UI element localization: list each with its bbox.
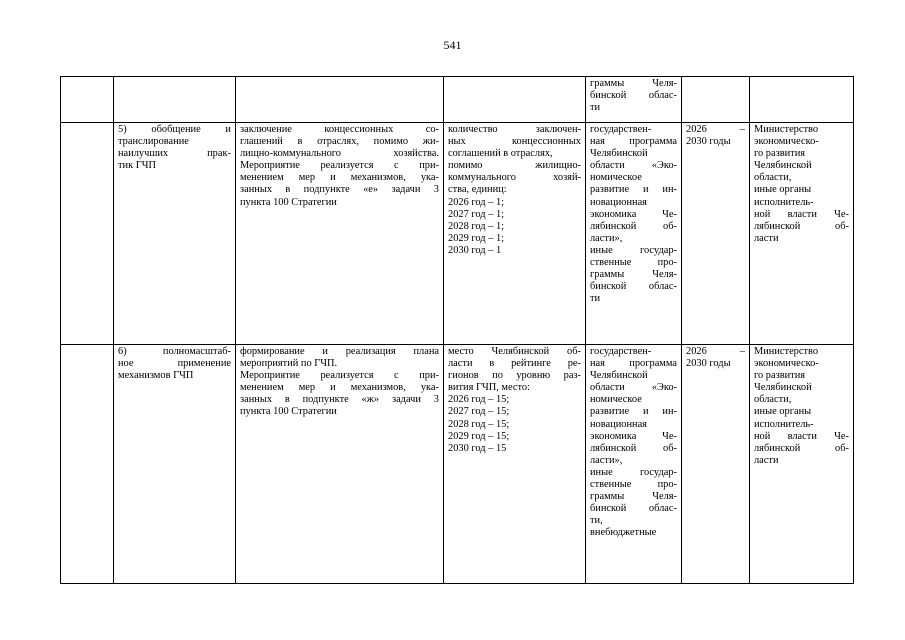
cell-text-line: формирование и реализация плана: [240, 346, 439, 357]
cell-description: [236, 77, 444, 123]
cell-text-line: граммы Челя-: [590, 78, 677, 89]
cell-text-line: тик ГЧП: [118, 160, 157, 172]
cell-text-line: области,: [754, 394, 792, 406]
cell-text-line: Челябинской: [590, 148, 648, 160]
cell-text-line: ласти в рейтинге ре-: [448, 358, 581, 370]
cell-text-line: государствен-: [590, 124, 652, 135]
cell-text-line: заключение концессионных со-: [240, 124, 439, 135]
cell-text-line: иные государ-: [590, 244, 677, 256]
cell-executor: [750, 77, 854, 123]
cell-text-line: пункта 100 Стратегии: [240, 196, 337, 208]
cell-text-line: развитие и ин-: [590, 184, 677, 196]
cell-text-line: лябинской об-: [754, 220, 849, 232]
cell-text-line: лябинской об-: [590, 442, 677, 454]
cell-text-line: государствен-: [590, 346, 652, 357]
cell-text-line: наилучших прак-: [118, 148, 231, 160]
cell-indicator: [444, 123, 586, 345]
cell-text-line: ной власти Че-: [754, 430, 849, 442]
cell-text-line: ства, единиц:: [448, 184, 507, 196]
cell-text-line: ственные про-: [590, 257, 677, 269]
cell-text-line: граммы Челя-: [590, 269, 677, 281]
cell-text-line: экономическо-: [754, 358, 819, 370]
cell-text-line: 2030 год – 1: [448, 244, 502, 256]
table-row-measure-6: [61, 345, 854, 584]
cell-text-line: номическое: [590, 394, 642, 406]
cell-text-line: мероприятий по ГЧП.: [240, 358, 338, 370]
cell-text-line: ная программа: [590, 136, 677, 148]
cell-text-line: лябинской об-: [754, 442, 849, 454]
cell-text-line: 2026 год – 15;: [448, 394, 510, 406]
cell-text-line: иные органы: [754, 406, 812, 418]
cell-text-line: иные государ-: [590, 466, 677, 478]
cell-measure: [114, 345, 236, 584]
cell-program: [586, 123, 682, 345]
cell-text-line: соглашений в отраслях,: [448, 148, 553, 160]
cell-text-line: 2030 годы: [686, 358, 731, 370]
cell-text-line: внебюджетные: [590, 527, 657, 539]
cell-index: [61, 123, 114, 345]
cell-text-line: место Челябинской об-: [448, 346, 581, 357]
cell-text-line: Челябинской: [754, 160, 812, 172]
cell-text-line: Мероприятие реализуется с при-: [240, 160, 439, 172]
cell-text-line: Мероприятие реализуется с при-: [240, 370, 439, 382]
cell-text-line: экономическо-: [754, 136, 819, 148]
cell-text-line: лищно-коммунального хозяйства.: [240, 148, 439, 160]
cell-text-line: менением мер и механизмов, ука-: [240, 382, 439, 394]
cell-text-line: Министерство: [754, 124, 819, 135]
cell-text-line: развитие и ин-: [590, 406, 677, 418]
cell-text-line: ти,: [590, 515, 603, 527]
cell-text-line: ласти: [754, 232, 779, 244]
strategy-measures-table: [60, 76, 854, 584]
cell-text-line: вития ГЧП, место:: [448, 382, 530, 394]
cell-text-line: 2028 год – 15;: [448, 418, 510, 430]
cell-text-line: 6) полномасштаб-: [118, 346, 231, 357]
cell-text-line: области,: [754, 172, 792, 184]
cell-period: [682, 345, 750, 584]
cell-text-line: ное применение: [118, 358, 231, 370]
cell-text-line: граммы Челя-: [590, 491, 677, 503]
cell-text-line: глашений в отраслях, помимо жи-: [240, 136, 439, 148]
cell-text-line: 5) обобщение и: [118, 124, 231, 135]
cell-text-line: ласти: [754, 454, 779, 466]
cell-text-line: 2027 год – 1;: [448, 208, 505, 220]
cell-text-line: новационная: [590, 418, 647, 430]
cell-text-line: 2030 годы: [686, 136, 731, 148]
cell-text-line: бинской облас-: [590, 90, 677, 102]
cell-program: [586, 345, 682, 584]
cell-indicator: [444, 77, 586, 123]
cell-text-line: области «Эко-: [590, 160, 677, 172]
cell-period: [682, 123, 750, 345]
cell-text-line: коммунального хозяй-: [448, 172, 581, 184]
cell-text-line: области «Эко-: [590, 382, 677, 394]
cell-text-line: количество заключен-: [448, 124, 581, 135]
cell-description: [236, 345, 444, 584]
cell-text-line: исполнитель-: [754, 196, 814, 208]
cell-text-line: ласти»,: [590, 454, 623, 466]
cell-measure: [114, 123, 236, 345]
table-row-measure-5: [61, 123, 854, 345]
cell-text-line: го развития: [754, 148, 806, 160]
cell-text-line: ных концессионных: [448, 136, 581, 148]
cell-text-line: номическое: [590, 172, 642, 184]
cell-text-line: экономика Че-: [590, 430, 677, 442]
cell-measure: [114, 77, 236, 123]
cell-text-line: ти: [590, 293, 601, 305]
cell-text-line: ная программа: [590, 358, 677, 370]
cell-text-line: лябинской об-: [590, 220, 677, 232]
cell-text-line: Министерство: [754, 346, 819, 357]
cell-text-line: 2030 год – 15: [448, 442, 507, 454]
cell-program: [586, 77, 682, 123]
cell-executor: [750, 345, 854, 584]
cell-text-line: пункта 100 Стратегии: [240, 406, 337, 418]
table-row-continuation: [61, 77, 854, 123]
cell-text-line: 2029 год – 15;: [448, 430, 510, 442]
cell-text-line: 2026 –: [686, 124, 745, 135]
cell-text-line: занных в подпункте «ж» задачи 3: [240, 394, 439, 406]
page-number: 541: [443, 38, 462, 52]
cell-text-line: 2029 год – 1;: [448, 232, 505, 244]
cell-text-line: новационная: [590, 196, 647, 208]
cell-text-line: помимо жилищно-: [448, 160, 581, 172]
cell-text-line: ственные про-: [590, 479, 677, 491]
cell-text-line: ной власти Че-: [754, 208, 849, 220]
cell-text-line: иные органы: [754, 184, 812, 196]
cell-text-line: 2027 год – 15;: [448, 406, 510, 418]
cell-period: [682, 77, 750, 123]
cell-text-line: бинской облас-: [590, 503, 677, 515]
cell-text-line: 2026 –: [686, 346, 745, 357]
cell-description: [236, 123, 444, 345]
cell-index: [61, 345, 114, 584]
cell-text-line: гионов по уровню раз-: [448, 370, 581, 382]
cell-text-line: ласти»,: [590, 232, 623, 244]
cell-text-line: бинской облас-: [590, 281, 677, 293]
cell-text-line: экономика Че-: [590, 208, 677, 220]
cell-text-line: ти: [590, 102, 601, 114]
cell-text-line: 2026 год – 1;: [448, 196, 505, 208]
cell-text-line: 2028 год – 1;: [448, 220, 505, 232]
cell-text-line: го развития: [754, 370, 806, 382]
cell-executor: [750, 123, 854, 345]
cell-text-line: Челябинской: [590, 370, 648, 382]
cell-indicator: [444, 345, 586, 584]
cell-text-line: исполнитель-: [754, 418, 814, 430]
cell-text-line: менением мер и механизмов, ука-: [240, 172, 439, 184]
cell-text-line: занных в подпункте «е» задачи 3: [240, 184, 439, 196]
cell-text-line: Челябинской: [754, 382, 812, 394]
cell-index: [61, 77, 114, 123]
cell-text-line: транслирование: [118, 136, 189, 148]
cell-text-line: механизмов ГЧП: [118, 370, 194, 382]
